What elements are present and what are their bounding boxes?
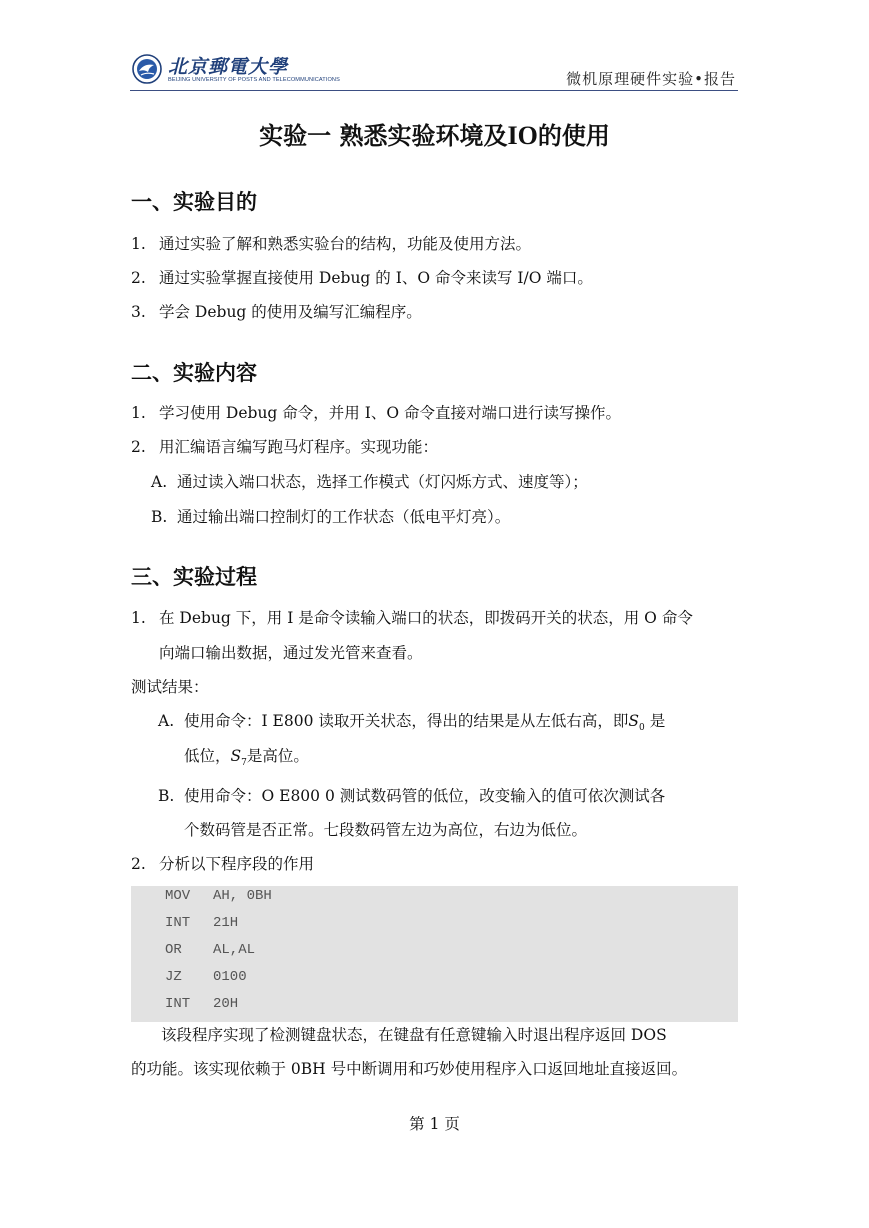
result-item-a: A. 使用命令：I E800 读取开关状态，得出的结果是从左低右高，即$S_0$ 是 (158, 712, 666, 733)
result-label: 测试结果： (131, 678, 209, 696)
symbol-s0: $S_0$ (628, 712, 645, 733)
title-part-1: 实验一 熟悉实验环境及 (259, 122, 508, 150)
logo-chinese-name: 北京郵電大學 (168, 56, 289, 78)
list-item: 1. 学习使用 Debug 命令，并用 I、O 命令直接对端口进行读写操作。 (131, 404, 621, 422)
header-divider (130, 90, 738, 91)
code-line: OR AL,AL (165, 942, 256, 958)
list-item-continuation: 向端口输出数据，通过发光管来查看。 (159, 644, 423, 662)
university-logo (130, 52, 340, 88)
sub-list-item: A. 通过读入端口状态，选择工作模式（灯闪烁方式、速度等）； (151, 473, 588, 491)
symbol-s7: $S_7$ (230, 747, 247, 768)
code-block (131, 886, 738, 1022)
header-report-title: 微机原理硬件实验•报告 (566, 70, 736, 88)
result-item-b: B. 使用命令：O E800 0 测试数码管的低位，改变输入的值可依次测试各 (158, 787, 666, 805)
result-item-a-continuation: 低位，$S_7$是高位。 (184, 747, 309, 768)
title-io: IO (507, 121, 538, 150)
list-item: 2. 通过实验掌握直接使用 Debug 的 I、O 命令来读写 I/O 端口。 (131, 269, 593, 287)
list-item: 1. 在 Debug 下，用 I 是命令读输入端口的状态，即拨码开关的状态，用 O 命令 (131, 609, 693, 627)
page-number: 第 1 页 (409, 1115, 460, 1133)
analysis-paragraph-line-2: 的功能。该实现依赖于 0BH 号中断调用和巧妙使用程序入口返回地址直接返回。 (131, 1060, 688, 1078)
page-header (130, 48, 738, 92)
result-item-b-continuation: 个数码管是否正常。七段数码管左边为高位，右边为低位。 (184, 821, 588, 839)
code-line: JZ 0100 (165, 969, 247, 985)
university-emblem-icon (132, 54, 162, 84)
list-item: 2. 分析以下程序段的作用 (131, 855, 315, 873)
document-title (0, 116, 869, 151)
code-line: INT 21H (165, 915, 239, 931)
title-part-2: 的使用 (537, 122, 610, 150)
logo-english-name: BEIJING UNIVERSITY OF POSTS AND TELECOMMUNICATIONS (168, 77, 340, 83)
code-line: INT 20H (165, 996, 239, 1012)
list-item: 1. 通过实验了解和熟悉实验台的结构，功能及使用方法。 (131, 235, 532, 253)
sub-list-item: B. 通过输出端口控制灯的工作状态（低电平灯亮）。 (151, 508, 511, 526)
analysis-paragraph-line-1: 该段程序实现了检测键盘状态，在键盘有任意键输入时退出程序返回 DOS (161, 1026, 667, 1044)
list-item: 3. 学会 Debug 的使用及编写汇编程序。 (131, 303, 422, 321)
list-item: 2. 用汇编语言编写跑马灯程序。实现功能： (131, 438, 439, 456)
section-heading-process: 三、实验过程 (131, 565, 257, 589)
section-heading-content: 二、实验内容 (131, 361, 257, 385)
code-line: MOV AH, 0BH (165, 888, 272, 904)
section-heading-objectives: 一、实验目的 (131, 190, 257, 214)
